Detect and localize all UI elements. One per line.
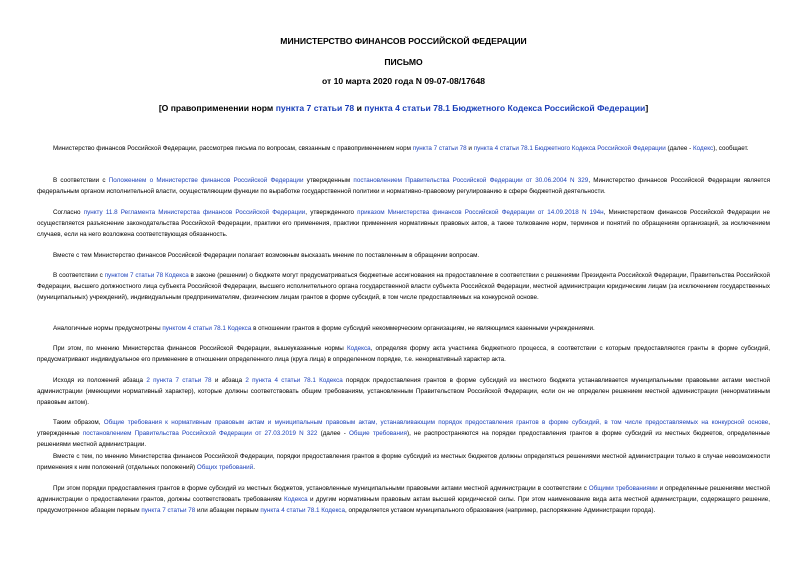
text: Согласно [53,209,84,216]
text: , Министерством финансов Российской Федерации не осуществляется разъяснение законодательства Российской Федерации, практики его применения, практики применения нормативных правовых актов, а также толкование норм, терминов и понятий по обращениям организаций, за исключением случаев, если на него возложена соответствующая обязанность. [37,209,770,238]
text: Министерство финансов Российской Федерации, рассмотрев письма по вопросам, связанным с правоприменением норм [53,145,413,152]
document-type: ПИСЬМО [384,57,423,67]
text: в законе (решении) о бюджете могут предусматриваться бюджетные ассигнования на предоставление в соответствии с решениями Президента Российской Федерации, Правительства Российской Федерации, высшего должностного лица субъекта Российской Федерации, высшего исполнительного органа государственной власти субъекта Российской Федерации, местной администрации юридическим лицам (за исключением государственных (муниципальных) учреждений), индивидуальным предпринимателям, физическим лицам грантов в форме субсидий, в том числе предоставляемых на конкурсной основе. [37,272,770,301]
text: и определенные решениями местной администрации о предоставлении грантов, должны соответствовать требованиям [37,485,771,503]
link-kodeks[interactable]: Кодекс [693,145,714,152]
title-text: ] [645,103,649,113]
link-general-requirements[interactable]: Общими требованиями [588,485,658,492]
title-link-article-78[interactable]: пункта 7 статьи 78 [275,103,355,113]
text: Вместе с тем, по мнению Министерства финансов Российской Федерации, порядки предоставления грантов в форме субсидий из местных бюджетов должны определяться решениями местной администрации только в случае невозможности применения к ним положений (отдельных положений) [37,453,770,471]
text: и [466,145,474,152]
link-government-decree-322[interactable]: постановлением Правительства Российской Федерации от 27.03.2019 N 322 [82,430,318,437]
document-title [0,103,807,114]
ministry-heading: МИНИСТЕРСТВО ФИНАНСОВ РОССИЙСКОЙ ФЕДЕРАЦИИ [280,36,527,46]
link-kodeks[interactable]: Кодекса [346,345,371,352]
text: , определяя форму акта участника бюджетного процесса, в соответствии с которым предоставляются гранты в форме субсидий, предусматривают индивидуальное его применение в отношении определенного лица (круга лица) в определенном порядке, т.е. ненормативный характер акта. [37,345,770,363]
text: порядок предоставления грантов в форме субсидий из местного бюджета устанавливается муниципальными правовыми актами местной администрации (имеющими нормативный характер), которые должны соответствовать общим требованиям, установленным Правительством Российской Федерации, если он не определен решением местной администрации (ненормативным правовым актом). [37,377,771,406]
text: , утвержденного [305,209,358,216]
link-kodeks[interactable]: Кодекса [283,496,308,503]
text: Аналогичные нормы предусмотрены [53,325,163,332]
text: и абзаца [211,377,246,384]
link-article-78-p7[interactable]: пункта 7 статьи 78 [141,507,196,514]
title-text: и [354,103,365,113]
text: , Министерство финансов Российской Федерации является федеральным органом исполнительной власти, осуществляющим функции по выработке государственной политики и нормативно-правовому регулированию в сфере бюджетной деятельности. [37,177,771,195]
text: В соответствии с [53,177,109,184]
paragraph-7 [37,343,770,365]
text: (далее - [317,430,349,437]
text: в отношении грантов в форме субсидий некоммерческим организациям, не являющимся казенными учреждениями. [251,325,595,332]
link-general-requirements[interactable]: Общих требований [196,464,254,471]
paragraph-1 [37,143,770,154]
paragraph-8 [37,375,770,408]
text: Исходя из положений абзаца [53,377,147,384]
text: . [253,464,255,471]
link-general-requirements-short[interactable]: Общие требования [348,430,407,437]
text: , определяется уставом муниципального образования (например, распоряжение Администрации города). [344,507,656,514]
link-government-decree-329[interactable]: постановлением Правительства Российской Федерации от 30.06.2004 N 329 [353,177,589,184]
text: ), сообщает. [713,145,749,152]
paragraph-6 [37,323,770,334]
link-ministry-rules-11-8[interactable]: пункту 11.8 Регламента Министерства финансов Российской Федерации [83,209,306,216]
text: или абзацем первым [195,507,261,514]
text: утвержденным [303,177,354,184]
text: и другим нормативным правовым актам высшей юридической силы. При этом наименование вида акта местной администрации, содержащего решение, предусмотренное абзацем первым [37,496,770,514]
text: (далее - [665,145,694,152]
paragraph-2 [37,175,770,197]
paragraph-5 [37,270,770,303]
paragraph-9 [37,417,770,450]
document-date-number: от 10 марта 2020 года N 09-07-08/17648 [321,76,486,86]
title-link-article-78-1[interactable]: пункта 4 статьи 78.1 Бюджетного Кодекса Российской Федерации [364,103,646,113]
text: Таким образом, [53,419,104,426]
paragraph-10 [37,451,770,473]
link-article-78-1-p4[interactable]: пункта 4 статьи 78.1 Кодекса [260,507,345,514]
text: , утвержденные [37,419,771,437]
link-article-78-abz2[interactable]: 2 пункта 7 статьи 78 [146,377,212,384]
link-general-requirements[interactable]: Общие требования к нормативным правовым актам и муниципальным правовым актам, устанавливающим порядок предоставления грантов в форме субсидий, в том числе предоставляемых на конкурсной основе [103,419,769,426]
text: При этом, по мнению Министерства финансов Российской Федерации, вышеуказанные нормы [53,345,347,352]
text: ), не распространяются на порядки предоставления грантов в форме субсидий из местных бюджетов, определенные решениями местной администрации. [37,430,771,448]
link-article-78[interactable]: пункта 7 статьи 78 [412,145,467,152]
paragraph-3 [37,207,770,240]
link-order-194n[interactable]: приказом Министерства финансов Российской Федерации от 14.09.2018 N 194н [357,209,604,216]
paragraph-4 [37,250,770,261]
title-text: [О правоприменении норм [158,103,276,113]
link-article-78-1-abz2[interactable]: 2 пункта 4 статьи 78.1 Кодекса [245,377,343,384]
paragraph-11 [37,483,770,516]
text: В соответствии с [53,272,105,279]
link-ministry-regulation[interactable]: Положением о Министерстве финансов Российской Федерации [108,177,304,184]
link-article-78-1[interactable]: пункта 4 статьи 78.1 Бюджетного Кодекса Российской Федерации [473,145,666,152]
link-article-78-p7[interactable]: пунктом 7 статьи 78 Кодекса [104,272,189,279]
text: При этом порядки предоставления грантов в форме субсидий из местных бюджетов, установленные муниципальными правовыми актами местной администрации в соответствии с [53,485,589,492]
text: Вместе с тем Министерство финансов Российской Федерации полагает возможным высказать мнение по поставленным в обращении вопросам. [53,252,480,259]
link-article-78-1-p4[interactable]: пунктом 4 статьи 78.1 Кодекса [162,325,252,332]
